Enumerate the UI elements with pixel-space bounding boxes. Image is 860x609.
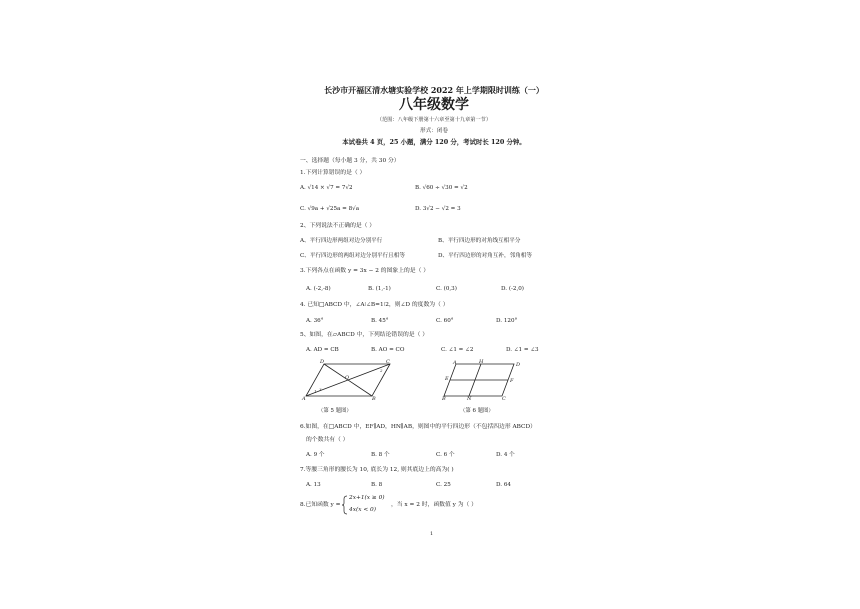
question-8-piece-1: 2x+1(x ≥ 0) [349, 495, 385, 501]
question-2-stem: 2、下列说法不正确的是（ ） [300, 223, 376, 229]
fig5-label-o: O [345, 375, 350, 381]
figure-5-caption: （第 5 题图） [318, 408, 352, 414]
question-7-option-a: A. 13 [306, 482, 321, 488]
question-3-option-c: C. (0,3) [436, 286, 457, 292]
question-2-option-c: C、平行四边形的两组对边分别平行且相等 [300, 253, 405, 259]
exam-page [296, 78, 572, 548]
question-6-stem: 6.如图，在□ABCD 中，EF∥AD，HN∥AB，则图中的平行四边形（不包括四边形 ABCD） [300, 424, 536, 430]
question-1-option-c: C. √9a + √25a = 8√a [300, 206, 360, 212]
question-6-option-b: B. 8 个 [371, 452, 390, 458]
question-6-option-c: C. 6 个 [436, 452, 455, 458]
exam-title: 长沙市开福区清水塘实验学校 2022 年上学期限时训练（一） [324, 85, 544, 95]
question-7-option-b: B. 8 [371, 482, 383, 488]
exam-info: 本试卷共 4 页，25 小题，满分 120 分，考试时长 120 分钟。 [342, 138, 526, 146]
question-4-option-a: A. 36° [306, 318, 324, 324]
fig6-label-f: F [510, 378, 514, 384]
figure-5-parallelogram [302, 358, 392, 400]
question-5-stem: 5、如图，在▱ABCD 中，下列结论错误的是（ ） [300, 332, 429, 338]
question-3-option-b: B. (1,-1) [368, 286, 391, 292]
figure-6-caption: （第 6 题图） [460, 408, 494, 414]
fig5-label-d: D [320, 359, 325, 365]
question-4-option-c: C. 60° [436, 318, 454, 324]
page-number: 1 [430, 531, 434, 537]
fig5-label-c: C [386, 359, 390, 365]
fig5-angle-2: 2 [380, 368, 383, 373]
question-6-stem-cont: 的个数共有（ ） [306, 437, 349, 443]
exam-scope: （范围：八年级下册第十六章至第十九章第一节） [376, 117, 492, 123]
fig5-label-b: B [372, 396, 376, 402]
question-7-stem: 7.等腰三角形的腰长为 10, 底长为 12, 则其底边上的高为( ) [300, 467, 454, 473]
fig6-label-e: E [445, 376, 449, 382]
section-heading: 一、选择题（每小题 3 分，共 30 分） [300, 158, 400, 164]
question-8-stem-suffix: ，当 x = 2 时，函数值 y 为（ ） [391, 502, 477, 508]
question-5-option-d: D. ∠1 = ∠3 [506, 347, 539, 353]
question-3-option-d: D. (-2,0) [501, 286, 524, 292]
question-5-option-b: B. AO = CO [371, 347, 405, 353]
fig6-label-a: A [453, 360, 457, 366]
question-3-option-a: A. (-2,-8) [306, 286, 331, 292]
question-1-stem: 1.下列计算错误的是（ ） [300, 170, 366, 176]
fig5-angle-3: 3 [319, 387, 322, 392]
fig6-label-n: N [467, 396, 472, 402]
question-2-option-b: B、平行四边形的对角线互相平分 [438, 238, 521, 244]
question-7-option-d: D. 64 [496, 482, 511, 488]
question-6-option-a: A. 9 个 [306, 452, 325, 458]
question-1-option-d: D. 3√2 − √2 = 3 [415, 206, 461, 212]
fig6-label-b: B [442, 396, 446, 402]
question-4-option-d: D. 120° [496, 318, 518, 324]
question-2-option-d: D、平行四边形的对角互补，邻角相等 [438, 253, 532, 259]
question-8-piece-2: 4x(x < 0) [349, 507, 376, 513]
question-1-option-a: A. √14 × √7 = 7√2 [300, 185, 353, 191]
question-6-option-d: D. 4 个 [496, 452, 515, 458]
question-8-stem-prefix: 8.已知函数 y = [300, 502, 341, 508]
question-1-option-b: B. √60 ÷ √30 = √2 [415, 185, 468, 191]
question-5-option-c: C. ∠1 = ∠2 [441, 347, 474, 353]
figure-6-parallelogram [444, 360, 524, 400]
fig6-label-h: H [479, 359, 484, 365]
exam-form: 形式：闭卷 [420, 128, 448, 134]
fig6-label-c: C [502, 396, 506, 402]
question-4-stem: 4. 已知□ABCD 中，∠A∶∠B=1∶2，则∠D 的度数为（ ） [300, 302, 449, 308]
question-4-option-b: B. 45° [371, 318, 389, 324]
fig6-label-d: D [516, 362, 521, 368]
question-5-option-a: A. AD = CB [306, 347, 339, 353]
question-3-stem: 3.下列各点在函数 y = 3x − 2 的图象上的是（ ） [300, 268, 430, 274]
question-2-option-a: A、平行四边形两组对边分别平行 [300, 238, 383, 244]
fig5-label-a: A [302, 396, 306, 402]
question-7-option-c: C. 25 [436, 482, 451, 488]
fig5-angle-1: 1 [314, 389, 317, 394]
brace-icon [342, 495, 348, 515]
main-title: 八年级数学 [399, 97, 469, 113]
